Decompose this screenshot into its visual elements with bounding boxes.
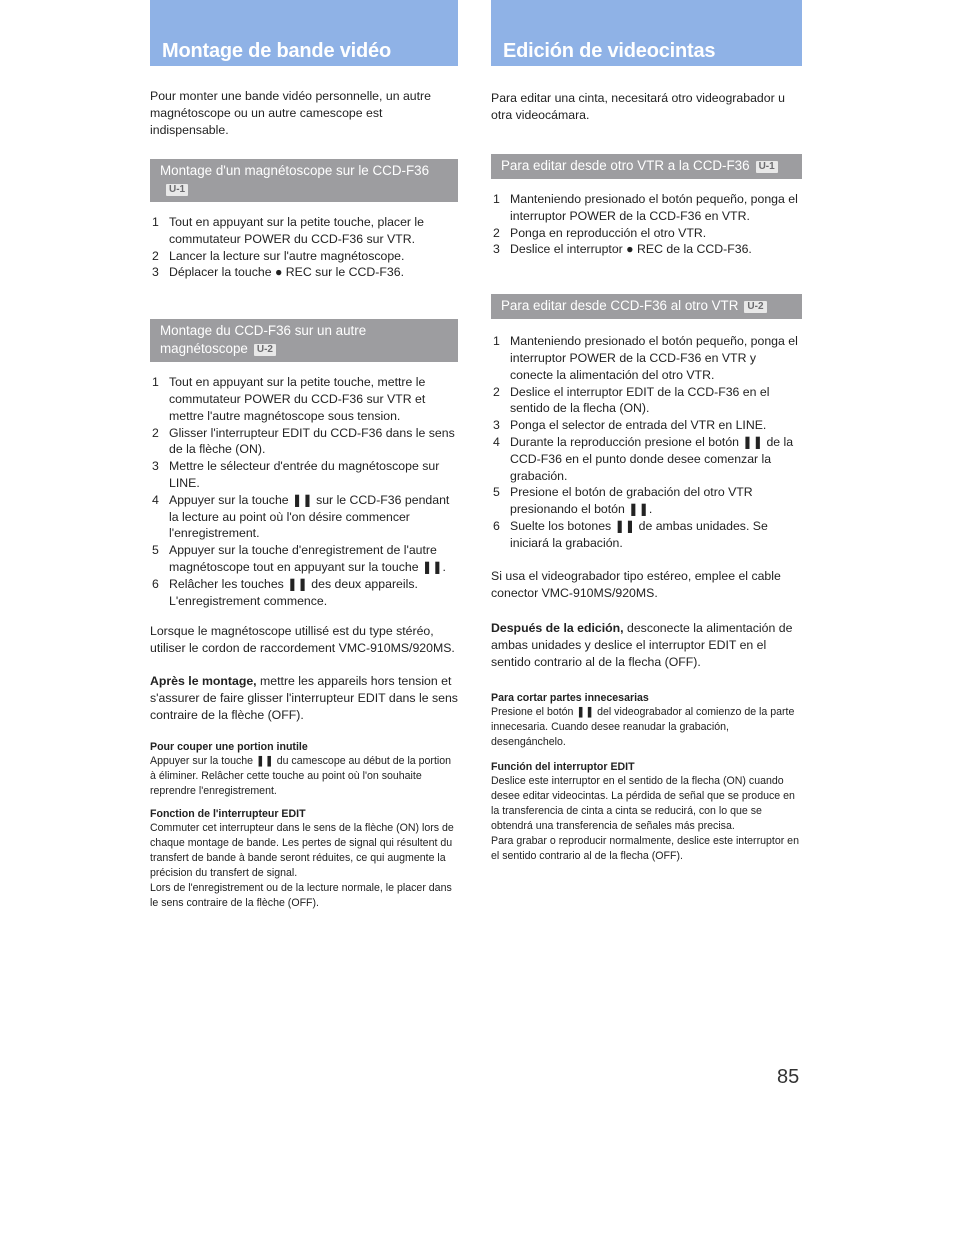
list-item bbox=[491, 225, 802, 242]
spanish-section2-badge: U-2 bbox=[744, 301, 766, 313]
step-number: 3 bbox=[493, 418, 500, 433]
spanish-stereo-note: Si usa el videograbador tipo estéreo, emplee el cable conector VMC-910MS/920MS. bbox=[491, 568, 781, 600]
step-text: Tout en appuyant sur la petite touche, mettre le commutateur POWER du CCD-F36 sur VTR et mettre l'autre magnétoscope sous tension. bbox=[169, 375, 426, 423]
french-stereo-note: Lorsque le magnétoscope utillisé est du type stéréo, utiliser le cordon de raccordement VMC-910MS/920MS. bbox=[150, 624, 455, 656]
french-after-editing bbox=[150, 673, 458, 724]
step-number: 5 bbox=[152, 543, 159, 558]
french-cut-text: Appuyer sur la touche ❚❚ du camescope au début de la portion à éliminer. Relâcher cette touche au point où l'on souhaite reprendre l'enregistrement. bbox=[150, 755, 452, 798]
spanish-section1-title: Para editar desde otro VTR a la CCD-F36 bbox=[501, 158, 750, 173]
step-number: 3 bbox=[152, 459, 159, 474]
list-item bbox=[491, 518, 802, 552]
french-cut-heading: Pour couper une portion inutile bbox=[150, 741, 308, 754]
step-text: Manteniendo presionado el botón pequeño, ponga el interruptor POWER de la CCD-F36 en VTR y conecte la alimentación del otro VTR. bbox=[510, 334, 798, 382]
list-item bbox=[150, 214, 458, 248]
list-item bbox=[491, 417, 802, 434]
step-number: 6 bbox=[493, 518, 500, 533]
spanish-section2-title: Para editar desde CCD-F36 al otro VTR bbox=[501, 298, 739, 314]
french-section2-title: Montage du CCD-F36 sur un autre magnétoscope bbox=[160, 323, 367, 357]
french-edit-text2: Lors de l'enregistrement ou de la lecture normale, le placer dans le sens contraire de la flèche (OFF). bbox=[150, 882, 452, 910]
step-text: Déplacer la touche ● REC sur le CCD-F36. bbox=[169, 265, 405, 280]
step-text: Glisser l'interrupteur EDIT du CCD-F36 dans le sens de la flèche (ON). bbox=[169, 425, 455, 457]
spanish-edit-text1: Deslice este interruptor en el sentido de la flecha (ON) cuando desee editar videocintas. La pérdida de señal que se produce en la transferencia de cinta a cinta se reducirá, con lo que se obtendrá una transferencia de señales más precisa. bbox=[491, 774, 795, 832]
list-item bbox=[491, 484, 802, 518]
step-text: Manteniendo presionado el botón pequeño, ponga el interruptor POWER de la CCD-F36 en VTR. bbox=[510, 192, 798, 223]
step-text: Ponga el selector de entrada del VTR en LINE. bbox=[510, 418, 767, 433]
french-column bbox=[150, 0, 458, 911]
french-section2-steps bbox=[150, 374, 458, 609]
spanish-edit-text2: Para grabar o reproducir normalmente, deslice este interruptor en el sentido contrario al de la flecha (OFF). bbox=[491, 834, 799, 862]
spanish-section2-steps bbox=[491, 333, 802, 551]
step-number: 2 bbox=[493, 384, 500, 399]
spanish-intro: Para editar una cinta, necesitará otro videograbador u otra videocámara. bbox=[491, 91, 785, 122]
spanish-section1-steps bbox=[491, 191, 802, 258]
french-section1-steps bbox=[150, 214, 458, 281]
spanish-edit-heading: Función del interruptor EDIT bbox=[491, 760, 635, 773]
spanish-after-editing bbox=[491, 620, 802, 671]
spanish-cut-heading: Para cortar partes innecesarias bbox=[491, 691, 649, 704]
step-text: Mettre le sélecteur d'entrée du magnétoscope sur LINE. bbox=[169, 459, 440, 490]
spanish-section2-header bbox=[491, 294, 802, 319]
spanish-cut-text: Presione el botón ❚❚ del videograbador al comienzo de la parte innecesaria. Cuando desee reanudar la grabación, desengánchelo. bbox=[491, 705, 795, 748]
step-text: Deslice el interruptor EDIT de la CCD-F36 en el sentido de la flecha (ON). bbox=[510, 384, 770, 416]
list-item bbox=[491, 241, 802, 258]
step-text: Deslice el interruptor ● REC de la CCD-F36. bbox=[510, 242, 752, 257]
list-item bbox=[491, 333, 802, 383]
spanish-column bbox=[491, 0, 802, 864]
french-section1-badge: U-1 bbox=[166, 184, 188, 196]
list-item bbox=[150, 264, 458, 281]
spanish-section1-header bbox=[491, 154, 802, 179]
step-text: Appuyer sur la touche ❚❚ sur le CCD-F36 pendant la lecture au point où l'on désire commencer l'enregistrement. bbox=[169, 492, 450, 541]
spanish-title-bar bbox=[491, 0, 802, 66]
french-section1-title: Montage d'un magnétoscope sur le CCD-F36 bbox=[160, 163, 430, 178]
list-item bbox=[150, 248, 458, 265]
step-text: Presione el botón de grabación del otro VTR presionando el botón ❚❚. bbox=[510, 485, 753, 517]
list-item bbox=[150, 576, 458, 610]
french-section2-badge: U-2 bbox=[254, 344, 276, 356]
step-text: Tout en appuyant sur la petite touche, placer le commutateur POWER du CCD-F36 sur VTR. bbox=[169, 215, 424, 246]
page-number: 85 bbox=[777, 1066, 800, 1088]
step-number: 4 bbox=[493, 434, 500, 449]
step-number: 3 bbox=[493, 242, 500, 257]
spanish-title: Edición de videocintas bbox=[503, 40, 716, 62]
step-number: 1 bbox=[152, 215, 159, 229]
step-number: 3 bbox=[152, 265, 159, 280]
french-title: Montage de bande vidéo bbox=[162, 40, 391, 62]
step-text: Relâcher les touches ❚❚ des deux appareils. L'enregistrement commence. bbox=[169, 576, 418, 608]
step-text: Ponga en reproducción el otro VTR. bbox=[510, 225, 707, 240]
step-number: 2 bbox=[152, 248, 159, 263]
french-section1-header bbox=[150, 159, 458, 202]
step-text: Appuyer sur la touche d'enregistrement de l'autre magnétoscope tout en appuyant sur la touche ❚❚. bbox=[169, 543, 446, 574]
step-text: Durante la reproducción presione el botón ❚❚ de la CCD-F36 en el punto donde desee comenzar la grabación. bbox=[510, 434, 794, 483]
spanish-after-editing-bold: Después de la edición, bbox=[491, 620, 624, 635]
step-number: 4 bbox=[152, 492, 159, 507]
step-number: 2 bbox=[493, 225, 500, 240]
french-edit-text1: Commuter cet interrupteur dans le sens de la flèche (ON) lors de chaque montage de bande. Les pertes de signal qui résultent du transfert de bande à bande seront réduites, ce qui augmente la précision du transfert de signal. bbox=[150, 822, 454, 880]
list-item bbox=[491, 384, 802, 418]
step-number: 2 bbox=[152, 425, 159, 440]
list-item bbox=[150, 458, 458, 492]
french-after-editing-bold: Après le montage, bbox=[150, 674, 257, 689]
list-item bbox=[150, 542, 458, 576]
french-title-bar bbox=[150, 0, 458, 66]
list-item bbox=[150, 374, 458, 424]
list-item bbox=[150, 492, 458, 542]
french-after-editing-text: mettre les appareils hors tension et s'assurer de faire glisser l'interrupteur EDIT dans le sens contraire de la flèche (OFF). bbox=[150, 674, 458, 723]
step-number: 5 bbox=[493, 485, 500, 500]
list-item bbox=[150, 425, 458, 459]
step-text: Suelte los botones ❚❚ de ambas unidades. Se iniciará la grabación. bbox=[510, 518, 768, 550]
french-intro: Pour monter une bande vidéo personnelle, un autre magnétoscope ou un autre camescope est indispensable. bbox=[150, 89, 431, 137]
french-section2-header bbox=[150, 319, 458, 362]
list-item bbox=[491, 191, 802, 225]
step-number: 6 bbox=[152, 576, 159, 591]
french-edit-heading: Fonction de l'interrupteur EDIT bbox=[150, 808, 306, 821]
step-number: 1 bbox=[152, 375, 159, 390]
step-number: 1 bbox=[493, 192, 500, 206]
spanish-after-editing-text: desconecte la alimentación de ambas unidades y deslice el interruptor EDIT en el sentido contrario al de la flecha (OFF). bbox=[491, 620, 793, 669]
step-text: Lancer la lecture sur l'autre magnétoscope. bbox=[169, 248, 405, 263]
list-item bbox=[491, 434, 802, 484]
spanish-section1-badge: U-1 bbox=[756, 161, 778, 173]
step-number: 1 bbox=[493, 334, 500, 349]
